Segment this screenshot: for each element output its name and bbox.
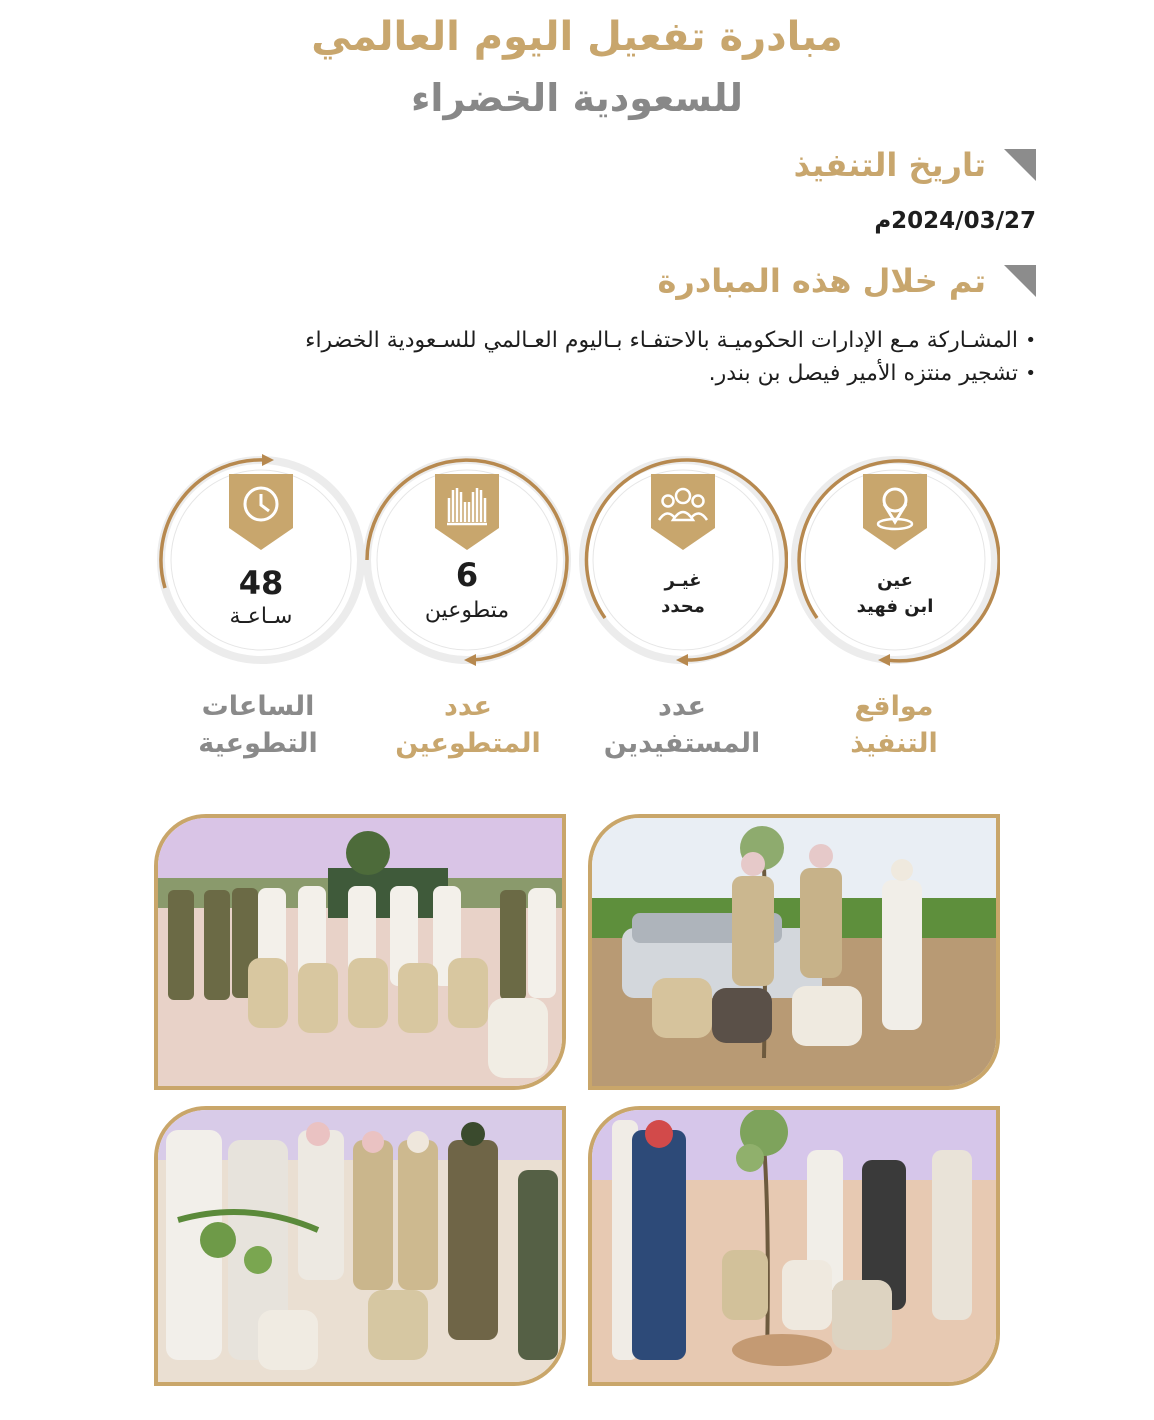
caption-beneficiaries-line1: عدد <box>658 691 706 722</box>
stat-beneficiaries <box>578 452 788 668</box>
hours-unit: سـاعـة <box>229 604 293 629</box>
volunteers-count: 6 <box>455 556 479 594</box>
caption-hours-line1: الساعات <box>201 691 315 722</box>
initiative-activities-list <box>106 324 1036 390</box>
section-marker-icon <box>1004 265 1036 297</box>
caption-hours <box>148 688 368 762</box>
caption-beneficiaries-line2: المستفيدين <box>603 728 761 759</box>
list-item: • تشجير منتزه الأمير فيصل بن بندر. <box>106 357 1036 390</box>
caption-locations <box>784 688 1004 762</box>
beneficiaries-value-line1: غيـر <box>664 570 702 591</box>
locations-value-line2: ابن فهيد <box>856 596 934 617</box>
photo-volunteers-planting-near-car <box>588 814 1000 1090</box>
caption-locations-line1: مواقع <box>854 691 934 722</box>
raised-hands-icon <box>435 474 499 550</box>
page-title: مبادرة تفعيل اليوم العالمي <box>311 14 843 60</box>
clock-icon <box>229 474 293 550</box>
beneficiaries-value-line2: محدد <box>661 596 705 617</box>
photo-group-gathering <box>154 814 566 1090</box>
caption-volunteers-line2: المتطوعين <box>395 728 541 759</box>
locations-value-line1: عين <box>877 570 913 591</box>
caption-volunteers-line1: عدد <box>444 691 492 722</box>
people-group-icon <box>651 474 715 550</box>
stat-hours <box>156 452 366 668</box>
section-marker-icon <box>1004 149 1036 181</box>
caption-beneficiaries <box>572 688 792 762</box>
stat-locations <box>790 452 1000 668</box>
photo-planting-tree-park <box>588 1106 1000 1386</box>
volunteers-unit: متطوعين <box>424 598 510 623</box>
page-subtitle: للسعودية الخضراء <box>411 76 743 120</box>
caption-volunteers <box>358 688 578 762</box>
stat-volunteers <box>362 452 572 668</box>
photo-officials-planting <box>154 1106 566 1386</box>
execution-date-value: 2024/03/27م <box>874 208 1036 234</box>
list-item: • المشـاركة مـع الإدارات الحكوميـة بالاحتفـاء بـاليوم العـالمي للسـعودية الخضراء <box>106 324 1036 357</box>
execution-date-heading-label: تاريخ التنفيذ <box>793 146 986 184</box>
hours-count: 48 <box>238 564 284 602</box>
caption-hours-line2: التطوعية <box>198 728 318 759</box>
during-initiative-heading <box>658 262 1036 300</box>
execution-date-heading <box>794 146 1036 184</box>
caption-locations-line2: التنفيذ <box>850 728 938 759</box>
location-pin-icon <box>863 474 927 550</box>
during-initiative-heading-label: تم خلال هذه المبادرة <box>657 262 986 300</box>
